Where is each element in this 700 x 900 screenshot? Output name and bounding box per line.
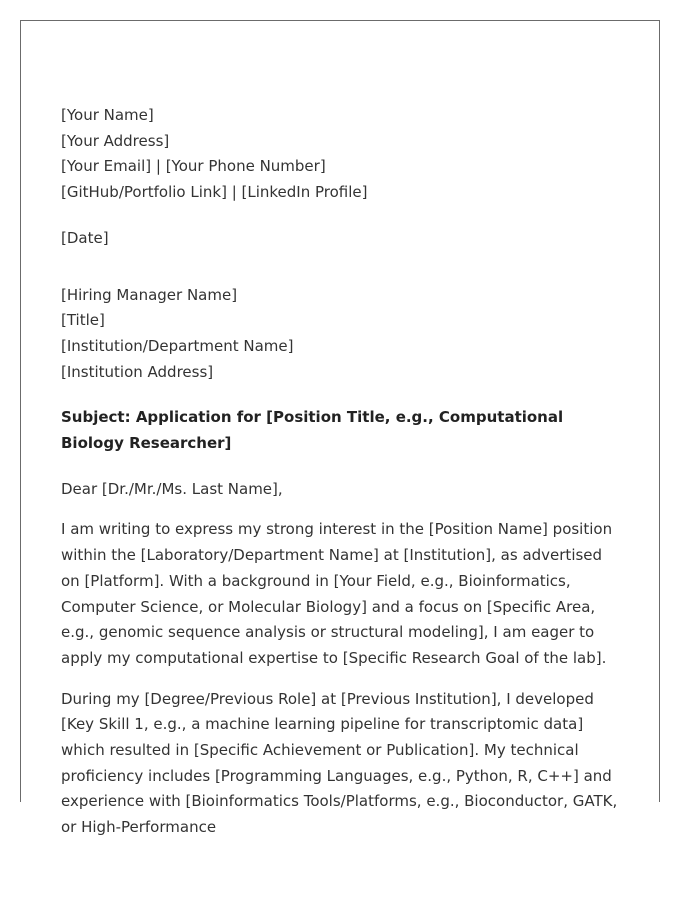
subject-line: Subject: Application for [Position Title, e.g., Computational Biology Researcher] bbox=[61, 408, 564, 453]
letter-body bbox=[61, 103, 621, 841]
recipient-institution: [Institution/Department Name] bbox=[61, 336, 294, 355]
sender-block bbox=[61, 103, 621, 206]
recipient-address: [Institution Address] bbox=[61, 362, 214, 381]
body-paragraph-2: During my [Degree/Previous Role] at [Previous Institution], I developed [Key Skill 1, e.g., a machine learning pipeline for transcriptomic data] which resulted in [Specific Achievement or Publication]. My technical proficiency includes [Programming Languages, e.g., Python, R, C++] and experience with [Bioinformatics Tools/Platforms, e.g., Bioconductor, GATK, or High-Performance bbox=[61, 689, 618, 837]
letter-page bbox=[20, 20, 660, 837]
salutation: Dear [Dr./Mr./Ms. Last Name], bbox=[61, 479, 283, 498]
sender-contact: [Your Email] | [Your Phone Number] bbox=[61, 157, 326, 176]
sender-address: [Your Address] bbox=[61, 131, 170, 150]
sender-name: [Your Name] bbox=[61, 106, 154, 124]
sender-links: [GitHub/Portfolio Link] | [LinkedIn Profile] bbox=[61, 183, 368, 202]
body-paragraph-1: I am writing to express my strong interest in the [Position Name] position within the [Laboratory/Department Name] at [Institution], as advertised on [Platform]. With a background in [Your Field, e.g., Bioinformatics, Computer Science, or Molecular Biology] and a focus on [Specific Area, e.g., genomic sequence analysis or structural modeling], I am eager to apply my computational expertise to [Specific Research Goal of the lab]. bbox=[61, 520, 613, 667]
recipient-name: [Hiring Manager Name] bbox=[61, 285, 238, 304]
letter-date: [Date] bbox=[61, 228, 109, 247]
date-block bbox=[61, 226, 621, 252]
recipient-block bbox=[61, 283, 621, 386]
recipient-title: [Title] bbox=[61, 311, 105, 330]
